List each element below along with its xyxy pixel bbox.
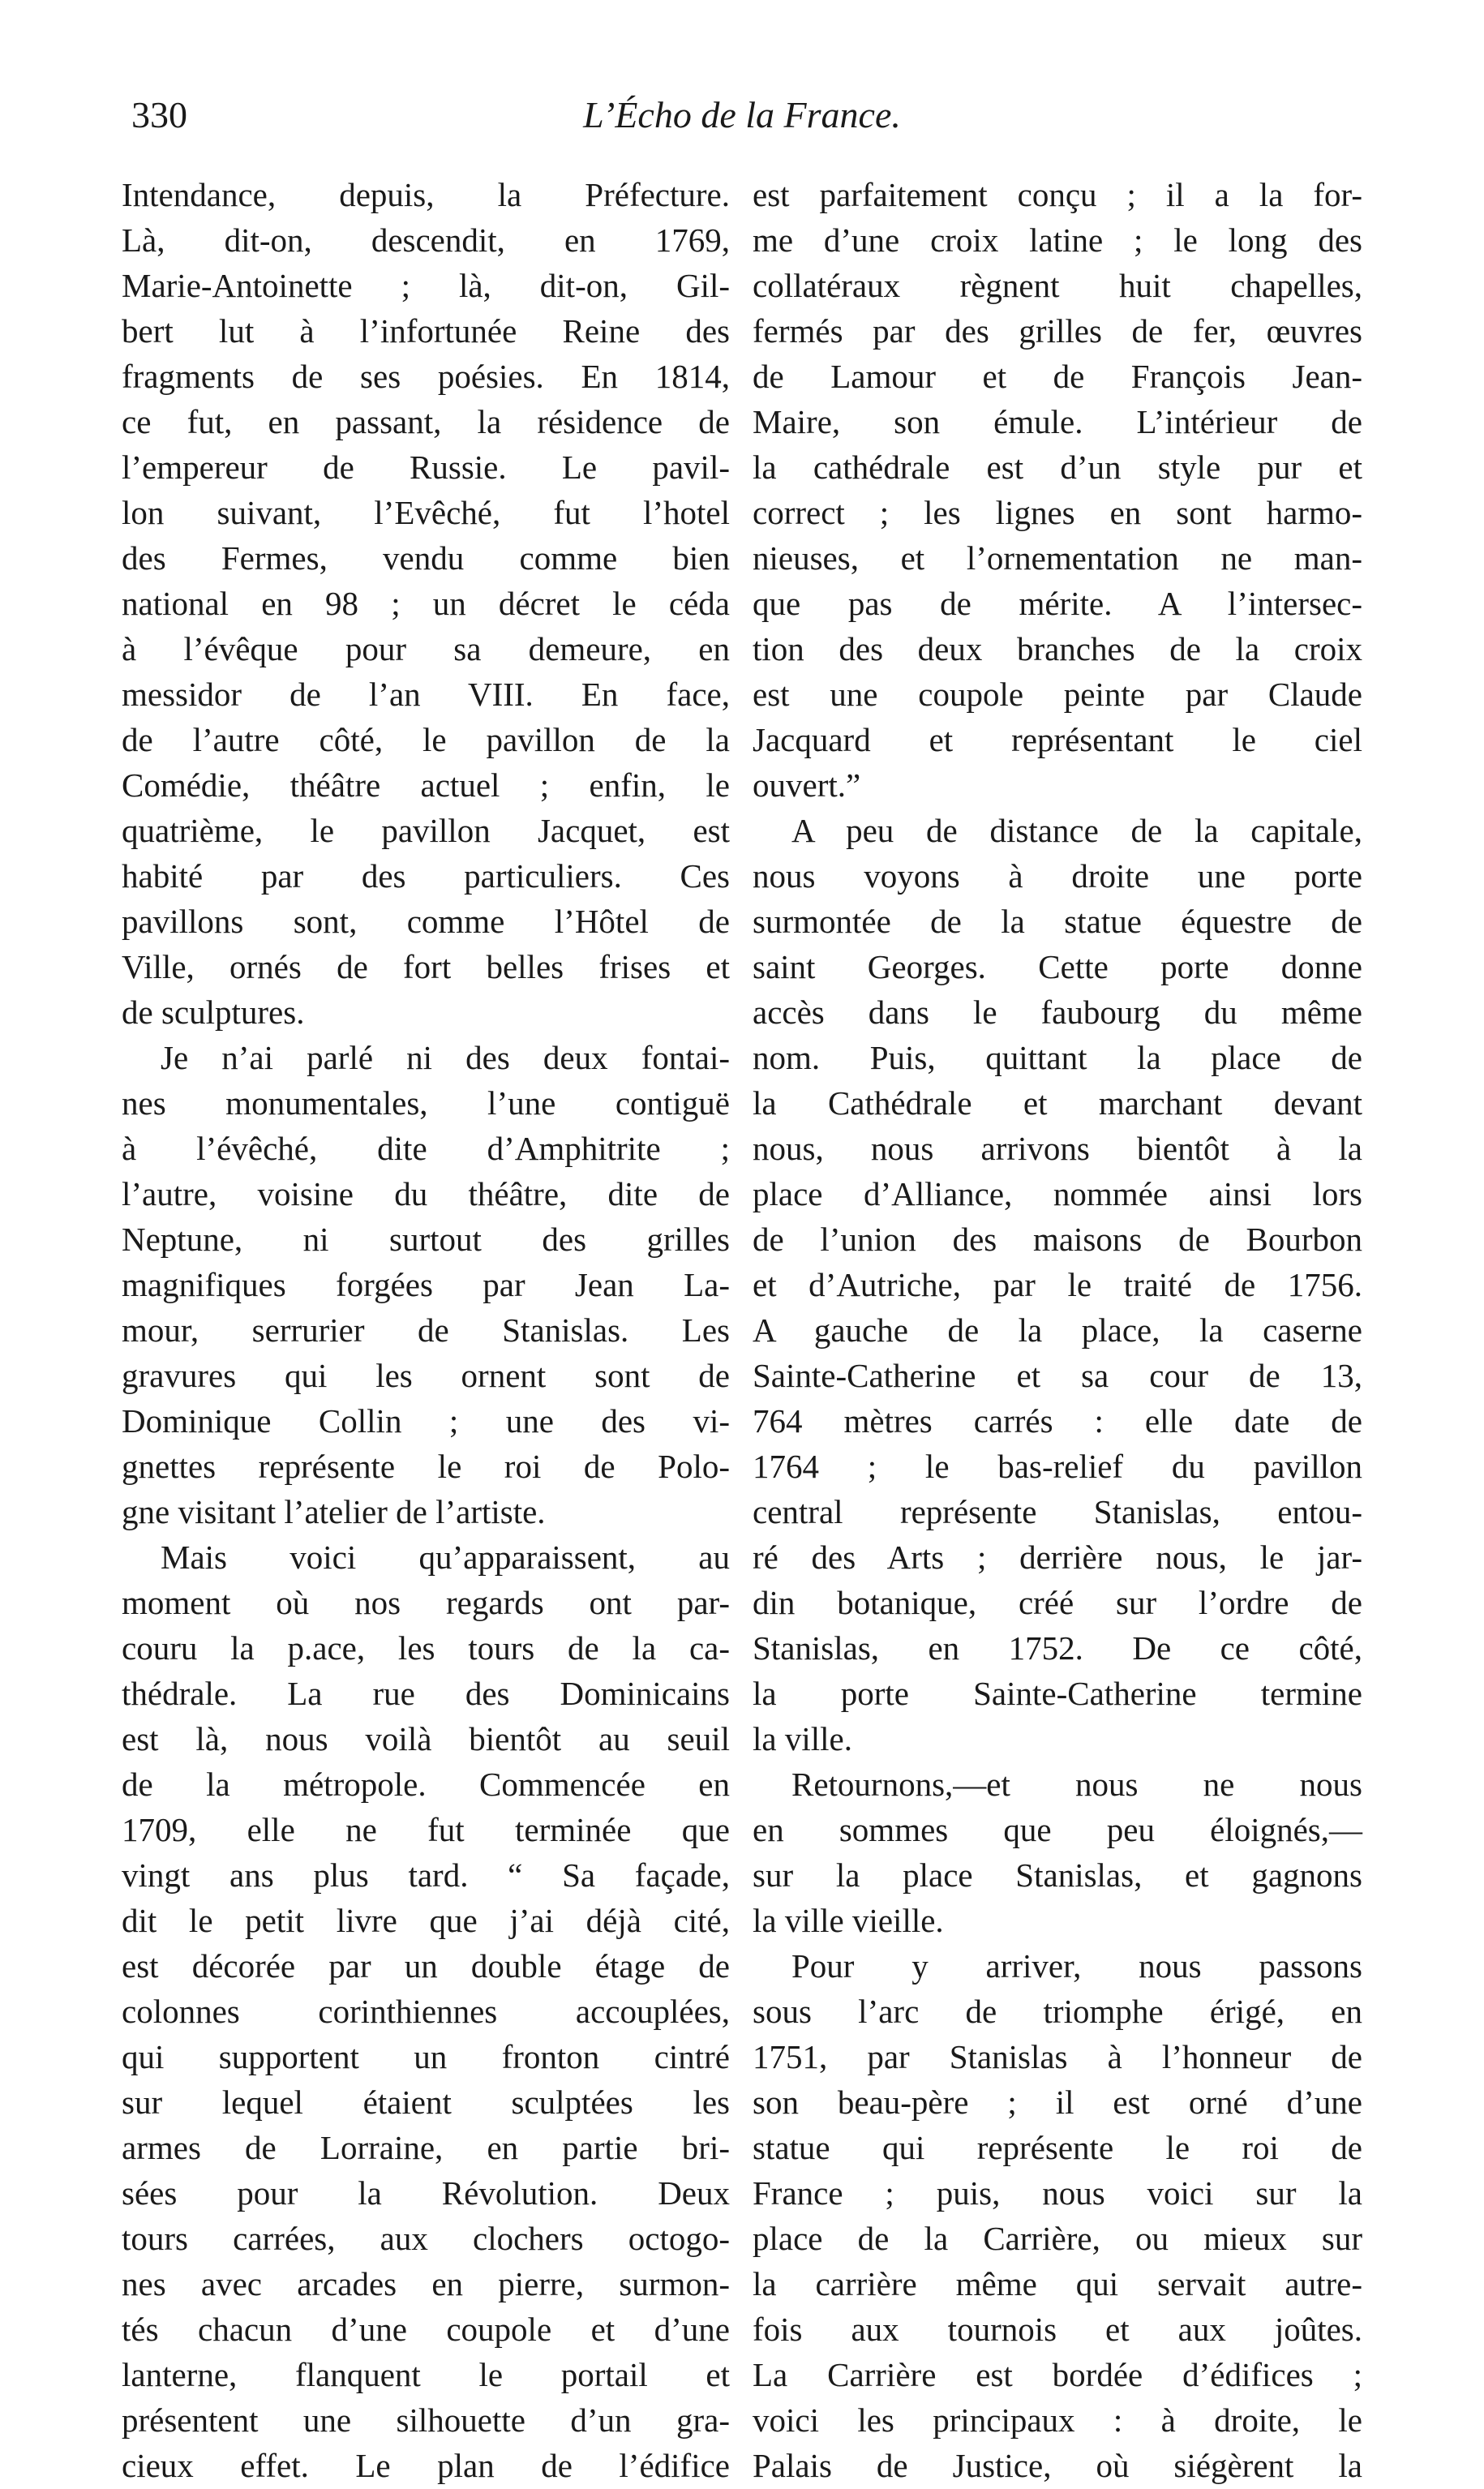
text-line: fermés par des grilles de fer, œuvres [753,312,1362,350]
text-line: 764 mètres carrés : elle date de [753,1402,1362,1440]
text-line: national en 98 ; un décret le céda [122,585,730,622]
text-line: Stanislas, en 1752. De ce côté, [753,1629,1362,1667]
text-line: couru la p.ace, les tours de la ca- [122,1629,730,1667]
text-line: la ville vieille. [753,1902,944,1939]
text-line: Sainte-Catherine et sa cour de 13, [753,1357,1362,1394]
text-line: statue qui représente le roi de [753,2129,1362,2166]
text-line: de l’union des maisons de Bourbon [753,1221,1362,1258]
text-line: et d’Autriche, par le traité de 1756. [753,1266,1362,1303]
text-line: de Lamour et de François Jean- [753,358,1362,395]
text-line: collatéraux règnent huit chapelles, [753,267,1362,304]
text-column-right [753,172,1362,2488]
text-line: tés chacun d’une coupole et d’une [122,2311,730,2348]
text-line: sées pour la Révolution. Deux [122,2174,730,2212]
text-line: sur lequel étaient sculptées les [122,2083,730,2121]
text-line: 1764 ; le bas-relief du pavillon [753,1448,1362,1485]
text-line: Retournons,—et nous ne nous [791,1766,1362,1803]
text-line: place de la Carrière, ou mieux sur [753,2220,1362,2257]
text-line: la Cathédrale et marchant devant [753,1084,1362,1122]
text-line: place d’Alliance, nommée ainsi lors [753,1175,1362,1212]
text-line: Jacquard et représentant le ciel [753,721,1362,758]
text-line: Mais voici qu’apparaissent, au [161,1538,730,1576]
text-line: sur la place Stanislas, et gagnons [753,1856,1362,1894]
text-line: magnifiques forgées par Jean La- [122,1266,730,1303]
text-line: accès dans le faubourg du même [753,993,1362,1031]
text-line: Ville, ornés de fort belles frises et [122,948,730,985]
text-line: fragments de ses poésies. En 1814, [122,358,730,395]
text-line: de l’autre côté, le pavillon de la [122,721,730,758]
text-line: de sculptures. [122,993,305,1031]
text-line: des Fermes, vendu comme bien [122,539,730,577]
text-line: gravures qui les ornent sont de [122,1357,730,1394]
text-line: Palais de Justice, où siégèrent la [753,2447,1362,2484]
text-line: ré des Arts ; derrière nous, le jar- [753,1538,1362,1576]
text-line: la ville. [753,1720,852,1757]
text-line: est parfaitement conçu ; il a la for- [753,176,1362,213]
text-line: messidor de l’an VIII. En face, [122,676,730,713]
text-line: bert lut à l’infortunée Reine des [122,312,730,350]
text-line: Là, dit-on, descendit, en 1769, [122,221,730,259]
text-line: nous, nous arrivons bientôt à la [753,1130,1362,1167]
text-line: A peu de distance de la capitale, [791,812,1362,849]
text-line: est décorée par un double étage de [122,1947,730,1985]
text-line: Marie-Antoinette ; là, dit-on, Gil- [122,267,730,304]
text-line: à l’évêché, dite d’Amphitrite ; [122,1130,730,1167]
text-line: voici les principaux : à droite, le [753,2401,1362,2439]
text-line: Maire, son émule. L’intérieur de [753,403,1362,440]
text-line: de la métropole. Commencée en [122,1766,730,1803]
text-line: cieux effet. Le plan de l’édifice [122,2447,730,2484]
text-line: lanterne, flanquent le portail et [122,2356,730,2393]
text-line: la cathédrale est d’un style pur et [753,448,1362,486]
text-line: tours carrées, aux clochers octogo- [122,2220,730,2257]
text-line: nieuses, et l’ornementation ne man- [753,539,1362,577]
text-line: l’autre, voisine du théâtre, dite de [122,1175,730,1212]
text-line: ouvert.” [753,766,861,804]
text-line: quatrième, le pavillon Jacquet, est [122,812,730,849]
text-line: présentent une silhouette d’un gra- [122,2401,730,2439]
text-line: moment où nos regards ont par- [122,1584,730,1621]
text-line: Neptune, ni surtout des grilles [122,1221,730,1258]
text-line: ce fut, en passant, la résidence de [122,403,730,440]
text-line: son beau-père ; il est orné d’une [753,2083,1362,2121]
text-line: central représente Stanislas, entou- [753,1493,1362,1530]
text-line: dit le petit livre que j’ai déjà cité, [122,1902,730,1939]
text-line: est là, nous voilà bientôt au seuil [122,1720,730,1757]
text-line: Pour y arriver, nous passons [791,1947,1362,1985]
text-line: lon suivant, l’Evêché, fut l’hotel [122,494,730,531]
text-line: la carrière même qui servait autre- [753,2265,1362,2302]
running-title: L’Écho de la France. [583,94,901,135]
text-line: surmontée de la statue équestre de [753,903,1362,940]
text-line: mour, serrurier de Stanislas. Les [122,1311,730,1349]
text-line: nes avec arcades en pierre, surmon- [122,2265,730,2302]
page-number: 330 [131,94,187,135]
text-line: Comédie, théâtre actuel ; enfin, le [122,766,730,804]
text-line: France ; puis, nous voici sur la [753,2174,1362,2212]
text-line: Intendance, depuis, la Préfecture. [122,176,730,213]
text-line: est une coupole peinte par Claude [753,676,1362,713]
text-line: nom. Puis, quittant la place de [753,1039,1362,1076]
text-line: l’empereur de Russie. Le pavil- [122,448,730,486]
text-line: Je n’ai parlé ni des deux fontai- [161,1039,730,1076]
text-line: saint Georges. Cette porte donne [753,948,1362,985]
text-line: sous l’arc de triomphe érigé, en [753,1993,1362,2030]
text-line: tion des deux branches de la croix [753,630,1362,667]
text-line: Dominique Collin ; une des vi- [122,1402,730,1440]
text-line: 1709, elle ne fut terminée que [122,1811,730,1848]
text-line: armes de Lorraine, en partie bri- [122,2129,730,2166]
text-line: vingt ans plus tard. “ Sa façade, [122,1856,730,1894]
text-line: qui supportent un fronton cintré [122,2038,730,2075]
text-line: fois aux tournois et aux joûtes. [753,2311,1362,2348]
text-line: gne visitant l’atelier de l’artiste. [122,1493,546,1530]
text-line: A gauche de la place, la caserne [753,1311,1362,1349]
text-line: din botanique, créé sur l’ordre de [753,1584,1362,1621]
text-line: en sommes que peu éloignés,— [753,1811,1362,1848]
text-column-left [122,172,730,2488]
text-line: à l’évêque pour sa demeure, en [122,630,730,667]
text-line: nes monumentales, l’une contiguë [122,1084,730,1122]
text-line: pavillons sont, comme l’Hôtel de [122,903,730,940]
text-line: nous voyons à droite une porte [753,857,1362,895]
text-line: correct ; les lignes en sont harmo- [753,494,1362,531]
text-line: thédrale. La rue des Dominicains [122,1675,730,1712]
text-line: la porte Sainte-Catherine termine [753,1675,1362,1712]
text-line: gnettes représente le roi de Polo- [122,1448,730,1485]
text-line: que pas de mérite. A l’intersec- [753,585,1362,622]
text-line: me d’une croix latine ; le long des [753,221,1362,259]
text-line: habité par des particuliers. Ces [122,857,730,895]
text-line: 1751, par Stanislas à l’honneur de [753,2038,1362,2075]
text-line: La Carrière est bordée d’édifices ; [753,2356,1362,2393]
text-line: colonnes corinthiennes accouplées, [122,1993,730,2030]
